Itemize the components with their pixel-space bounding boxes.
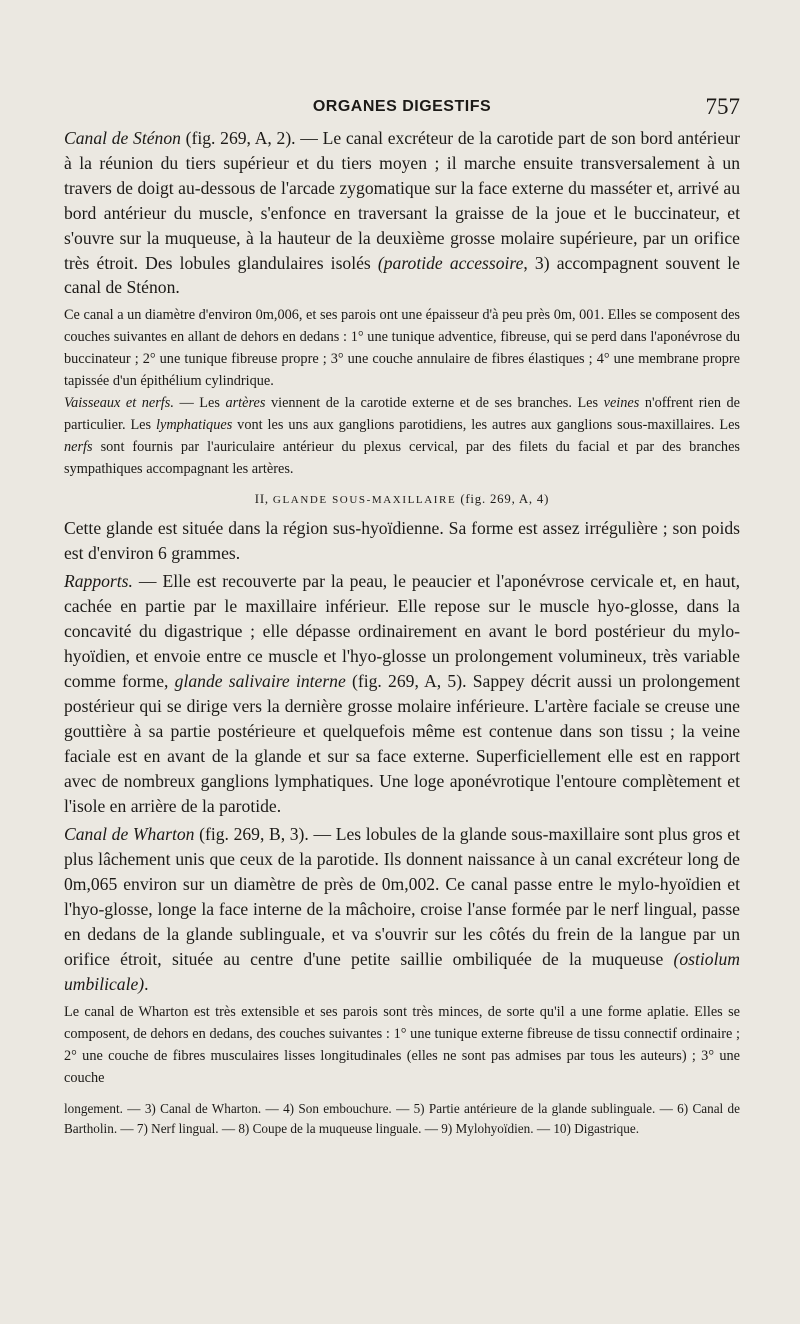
paragraph-text: — Les bbox=[173, 394, 226, 411]
page-number: 757 bbox=[705, 94, 740, 119]
term-nerfs: nerfs bbox=[64, 438, 93, 455]
term-veines: veines bbox=[603, 394, 640, 411]
term-parotide-accessoire: (parotide accessoire bbox=[377, 252, 524, 273]
paragraph-text: — Elle est recouverte par la peau, le peaucier et l'aponévrose cervicale et, en haut, cachée en partie par le maxillaire inférieur. Elle repose sur le muscle hyo-glosse, dans la concavité du digastrique ; elle dépasse ordinairement en avant le bord postérieur du mylo-hyoïdien, et envoie entre ce muscle et l'hyo-glosse un prolongement volumineux, très variable comme forme, bbox=[64, 571, 740, 692]
paragraph-text: viennent de la carotide externe et de ses branches. Les bbox=[265, 394, 604, 411]
term-ostiolum-umbilicale: (ostiolum umbilicale) bbox=[64, 949, 740, 994]
paragraph-text: , 3) accompagnent souvent le canal de Sténon. bbox=[64, 252, 740, 298]
section-title: GLANDE SOUS-MAXILLAIRE bbox=[272, 493, 457, 506]
term-lymphatiques: lymphatiques bbox=[156, 416, 233, 433]
paragraph-stenon-structure: Ce canal a un diamètre d'environ 0m,006, et ses parois ont une épaisseur d'à peu près 0m, 001. Elles se composent des couches suivantes en allant de dehors en dedans : 1° une tunique adventice, fibreuse, qui se perd dans l'aponévrose du buccinateur ; 2° une tunique fibreuse propre ; 3° une couche annulaire de fibres élastiques ; 4° une membrane propre tapissée d'un épithélium cylindrique. bbox=[64, 307, 740, 390]
paragraph-wharton-structure: Le canal de Wharton est très extensible et ses parois sont très minces, de sorte qu'il a une forme aplatie. Elles se composent, de dehors en dedans, des couches suivantes : 1° une tunique externe fibreuse de tissu connectif ordinaire ; 2° une couche de fibres musculaires lisses longitudinales (elles ne sont pas admises par tous les auteurs) ; 3° une couche bbox=[64, 1003, 740, 1086]
page-header bbox=[64, 96, 740, 120]
section-heading bbox=[64, 492, 740, 507]
term-canal-wharton: Canal de Wharton bbox=[64, 824, 195, 845]
page-body bbox=[64, 126, 740, 1138]
paragraph-text: vont les uns aux ganglions parotidiens, les autres aux ganglions sous-maxillaires. Les bbox=[232, 416, 740, 433]
figure-legend-footnote: longement. — 3) Canal de Wharton. — 4) Son embouchure. — 5) Partie antérieure de la glande sublinguale. — 6) Canal de Bartholin. — 7) Nerf lingual. — 8) Coupe de la muqueuse linguale. — 9) Mylohyoïdien. — 10) Digastrique. bbox=[64, 1101, 740, 1136]
term-canal-stenon: Canal de Sténon bbox=[64, 128, 181, 148]
paragraph-text: (fig. 269, A, 2). — Le canal excréteur de la carotide part de son bord antérieur à la réunion du tiers supérieur et du tiers moyen ; il marche ensuite transversalement à un travers de doigt au-dessous de l'arcade zygomatique sur la face externe du masséter et, arrivé au bord antérieur du muscle, s'enfonce en traversant la graisse de la joue et le buccinateur, et s'ouvre sur la muqueuse, à la hauteur de la deuxième grosse molaire supérieure, par un orifice très étroit. Des lobules glandulaires isolés bbox=[64, 128, 740, 273]
running-title: ORGANES DIGESTIFS bbox=[312, 98, 492, 115]
section-number: II, bbox=[254, 491, 269, 506]
paragraph-vessels-nerves bbox=[64, 393, 740, 481]
paragraph-rapports bbox=[64, 569, 740, 818]
term-arteres: artères bbox=[225, 394, 266, 411]
paragraph-text: (fig. 269, B, 3). — Les lobules de la glande sous-maxillaire sont plus gros et plus lâchement unis que ceux de la parotide. Ils donnent naissance à un canal excréteur long de 0m,065 environ sur un diamètre de près de 0m,002. Ce canal passe entre le mylo-hyoïdien et l'hyo-glosse, longe la face interne de la mâchoire, croise l'anse formée par le nerf lingual, passe en dedans de la glande sublinguale, et va s'ouvrir sur les côtés du frein de la langue par un orifice étroit, située au centre d'une petite saillie ombiliquée de la muqueuse bbox=[64, 824, 740, 969]
paragraph-text: n'offrent rien de particulier. Les bbox=[64, 394, 740, 433]
section-figure-ref: (fig. 269, A, 4) bbox=[460, 491, 550, 506]
term-glande-salivaire-interne: glande salivaire interne bbox=[174, 671, 346, 692]
paragraph-text: sont fournis par l'auriculaire antérieur du plexus cervical, par des filets du facial et par des branches sympathiques accompagnant les artères. bbox=[64, 438, 740, 477]
paragraph-text: (fig. 269, A, 5). Sappey décrit aussi un prolongement postérieur qui se dirige vers la dernière grosse molaire inférieure. L'artère faciale se creuse une gouttière à sa partie postérieure et quelquefois même est contenue dans son tissu ; la veine faciale est en avant de la glande et sur sa face externe. Superficiellement elle est en rapport avec de nombreux ganglions lymphatiques. Une loge aponévrotique l'entoure complètement et l'isole en arrière de la parotide. bbox=[64, 671, 740, 816]
paragraph-text: . bbox=[144, 973, 149, 994]
term-vaisseaux-nerfs: Vaisseaux et nerfs. bbox=[64, 394, 174, 411]
paragraph-stenon-canal bbox=[64, 126, 740, 300]
paragraph-gland-intro: Cette glande est située dans la région sus-hyoïdienne. Sa forme est assez irrégulière ; son poids est d'environ 6 grammes. bbox=[64, 517, 740, 563]
paragraph-wharton-canal bbox=[64, 822, 740, 996]
term-rapports: Rapports. bbox=[64, 571, 133, 592]
